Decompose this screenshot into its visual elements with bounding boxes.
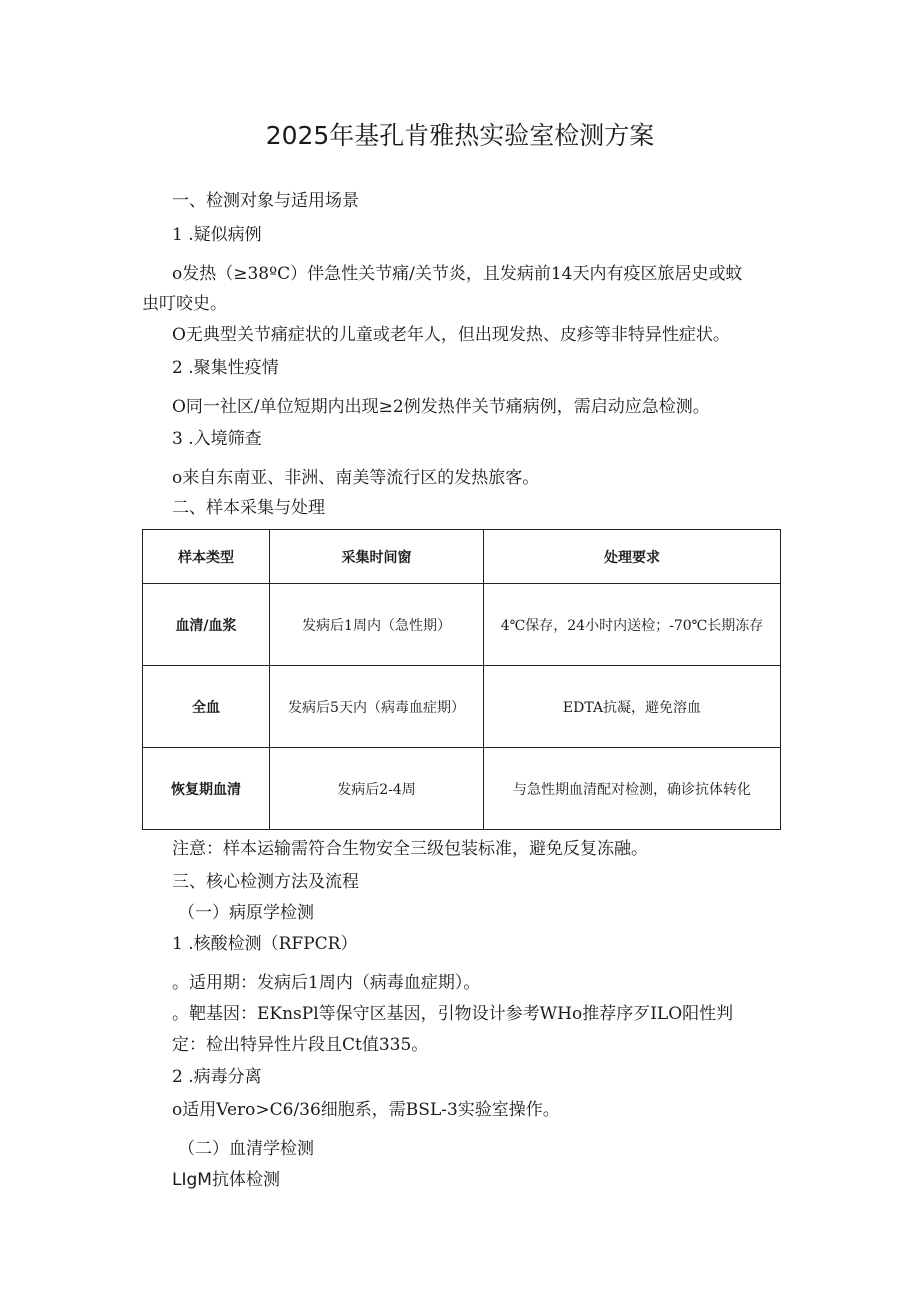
table-row: [143, 584, 781, 666]
subsection-pathogen-detection: （一）病原学检测: [178, 903, 314, 923]
table-header-row: [143, 530, 781, 584]
table-note: 注意：样本运输需符合生物安全三级包装标准，避免反复冻融。: [172, 839, 648, 859]
subsection-cluster-outbreak: 2 .聚集性疫情: [172, 358, 279, 378]
list-item: O无典型关节痛症状的儿童或老年人，但出现发热、皮疹等非特异性症状。: [172, 325, 730, 345]
method-igm-heading: LIgM抗体检测: [172, 1170, 280, 1190]
section-1-heading: 一、检测对象与适用场景: [172, 191, 359, 211]
section-2-heading: 二、样本采集与处理: [172, 498, 325, 518]
list-item-continuation: 定：检出特异性片段且Ct值335。: [172, 1035, 429, 1055]
subsection-entry-screening: 3 .入境筛查: [172, 429, 262, 449]
table-cell: 发病后2-4周: [270, 748, 484, 830]
list-item: O同一社区/单位短期内出现≥2例发热伴关节痛病例，需启动应急检测。: [172, 397, 710, 417]
table-cell: 与急性期血清配对检测，确诊抗体转化: [484, 748, 781, 830]
table-cell: 恢复期血清: [143, 748, 270, 830]
list-item-continuation: 虫叮咬史。: [142, 294, 227, 314]
list-item: o适用Vero>C6/36细胞系，需BSL-3实验室操作。: [172, 1100, 560, 1120]
column-header: 样本类型: [143, 530, 270, 584]
sample-table: [142, 529, 781, 830]
table-cell: 血清/血浆: [143, 584, 270, 666]
page-title: 2025年基孔肯雅热实验室检测方案: [265, 121, 655, 150]
subsection-suspected-cases: 1 .疑似病例: [172, 225, 262, 245]
list-item: o发热（≥38ºC）伴急性关节痛/关节炎，且发病前14天内有疫区旅居史或蚊: [172, 264, 743, 284]
table-cell: EDTA抗凝，避免溶血: [484, 666, 781, 748]
table-cell: 全血: [143, 666, 270, 748]
table-cell: 发病后5天内（病毒血症期）: [270, 666, 484, 748]
column-header: 采集时间窗: [270, 530, 484, 584]
list-item: 。适用期：发病后1周内（病毒血症期）。: [172, 973, 481, 993]
list-item: 。靶基因：EKnsPl等保守区基因，引物设计参考WHo推荐序歹ILO阳性判: [172, 1004, 734, 1024]
subsection-serology: （二）血清学检测: [178, 1139, 314, 1159]
table-cell: 发病后1周内（急性期）: [270, 584, 484, 666]
section-3-heading: 三、核心检测方法及流程: [172, 872, 359, 892]
method-virus-isolation-heading: 2 .病毒分离: [172, 1067, 262, 1087]
table-row: [143, 748, 781, 830]
table-row: [143, 666, 781, 748]
column-header: 处理要求: [484, 530, 781, 584]
list-item: o来自东南亚、非洲、南美等流行区的发热旅客。: [172, 468, 540, 488]
method-nucleic-acid-heading: 1 .核酸检测（RFPCR）: [172, 934, 358, 954]
table-cell: 4℃保存，24小时内送检；-70℃长期冻存: [484, 584, 781, 666]
